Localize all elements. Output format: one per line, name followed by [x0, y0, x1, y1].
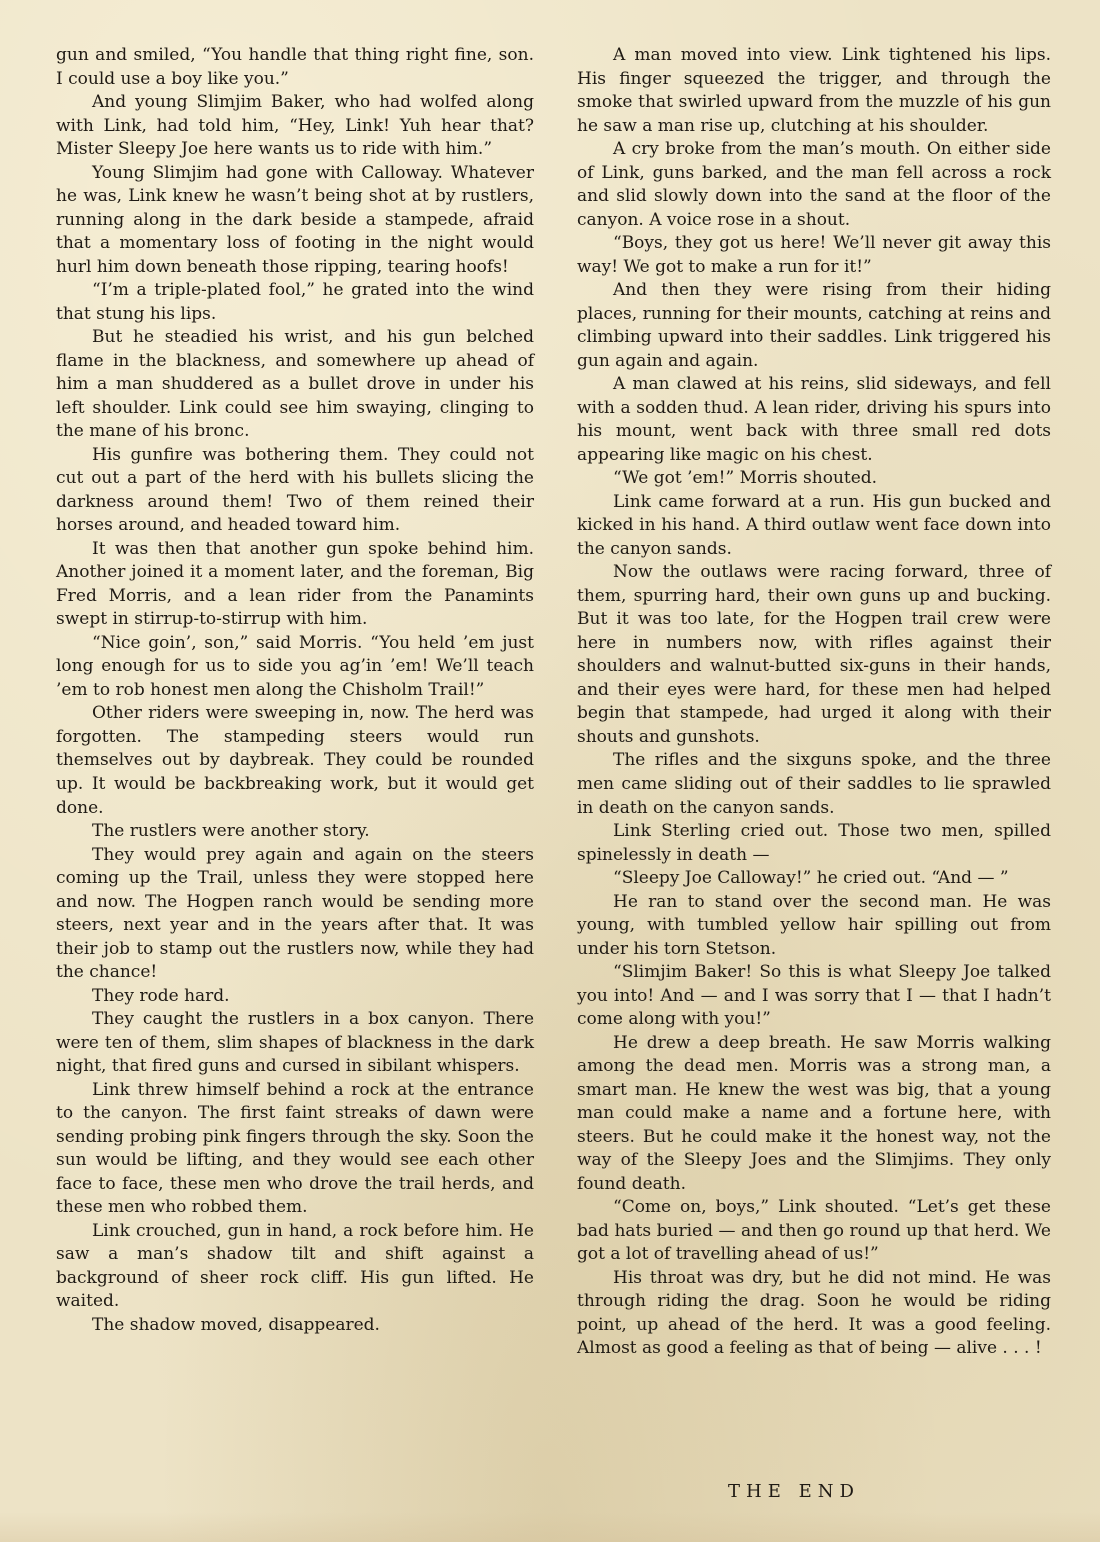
- paragraph: Link crouched, gun in hand, a rock before him. He saw a man’s shadow tilt and shift against a background of sheer rock cliff. His gun lifted. He waited.: [56, 1220, 534, 1312]
- paragraph: gun and smiled, “You handle that thing right fine, son. I could use a boy like you.”: [56, 45, 534, 89]
- paragraph: Now the outlaws were racing forward, three of them, spurring hard, their own guns up and bucking. But it was too late, for the Hogpen trail crew were here in numbers now, with rifles against their shoulders and walnut-butted six-guns in their hands, and their eyes were hard, for these men had helped begin that stampede, had urged it along with their shouts and gunshots.: [577, 562, 1051, 747]
- paragraph: The shadow moved, disappeared.: [92, 1314, 380, 1335]
- paragraph: A cry broke from the man’s mouth. On either side of Link, guns barked, and the man fell across a rock and slid slowly down into the sand at the floor of the canyon. A voice rose in a shout.: [577, 139, 1051, 230]
- paragraph: Link came forward at a run. His gun bucked and kicked in his hand. A third outlaw went face down into the canyon sands.: [577, 491, 1051, 559]
- paragraph: And young Slimjim Baker, who had wolfed along with Link, had told him, “Hey, Link! Yuh hear that? Mister Sleepy Joe here wants us to ride with him.”: [56, 92, 534, 160]
- page-edge-shading: [0, 1512, 1100, 1542]
- paragraph: A man moved into view. Link tightened his lips. His finger squeezed the trigger, and through the smoke that swirled upward from the muzzle of his gun he saw a man rise up, clutching at his shoulder.: [577, 45, 1051, 136]
- paragraph: Young Slimjim had gone with Calloway. Whatever he was, Link knew he wasn’t being shot at by rustlers, running along in the dark beside a stampede, afraid that a momentary loss of footing in the night would hurl him down beneath those ripping, tearing hoofs!: [56, 162, 534, 277]
- right-column: [577, 44, 1051, 1361]
- the-end-label: THE END: [728, 1481, 860, 1502]
- paragraph: They caught the rustlers in a box canyon. There were ten of them, slim shapes of blackness in the dark night, that fired guns and cursed in sibilant whispers.: [56, 1009, 534, 1077]
- paragraph: “We got ’em!” Morris shouted.: [613, 468, 878, 489]
- paragraph: Other riders were sweeping in, now. The herd was forgotten. The stampeding steers would run themselves out by daybreak. They could be rounded up. It would be backbreaking work, but it would get done.: [56, 703, 534, 818]
- paragraph: Link Sterling cried out. Those two men, spilled spinelessly in death —: [577, 821, 1051, 865]
- paragraph: The rustlers were another story.: [92, 821, 370, 842]
- paragraph: “Sleepy Joe Calloway!” he cried out. “And — ”: [613, 868, 1009, 889]
- paragraph: “Come on, boys,” Link shouted. “Let’s get these bad hats buried — and then go round up that herd. We got a lot of travelling ahead of us!”: [577, 1197, 1051, 1265]
- paragraph: A man clawed at his reins, slid sideways, and fell with a sodden thud. A lean rider, driving his spurs into his mount, went back with three small red dots appearing like magic on his chest.: [577, 374, 1051, 465]
- left-column: [56, 44, 534, 1337]
- paragraph: He drew a deep breath. He saw Morris walking among the dead men. Morris was a strong man, a smart man. He knew the west was big, that a young man could make a name and a fortune here, with steers. But he could make it the honest way, not the way of the Sleepy Joes and the Slimjims. They only found death.: [577, 1032, 1051, 1194]
- paragraph: He ran to stand over the second man. He was young, with tumbled yellow hair spilling out from under his torn Stetson.: [577, 891, 1051, 959]
- paragraph: His gunfire was bothering them. They could not cut out a part of the herd with his bullets slicing the darkness around them! Two of them reined their horses around, and headed toward him.: [56, 444, 534, 536]
- paragraph: They would prey again and again on the steers coming up the Trail, unless they were stopped here and now. The Hogpen ranch would be sending more steers, next year and in the years after that. It was their job to stamp out the rustlers now, while they had the chance!: [56, 844, 534, 983]
- paragraph: They rode hard.: [92, 985, 230, 1006]
- paragraph: The rifles and the sixguns spoke, and the three men came sliding out of their saddles to lie sprawled in death on the canyon sands.: [577, 750, 1051, 818]
- paragraph: It was then that another gun spoke behind him. Another joined it a moment later, and the foreman, Big Fred Morris, and a lean rider from the Panamints swept in stirrup-to-stirrup with him.: [56, 538, 534, 630]
- paragraph: “Nice goin’, son,” said Morris. “You held ’em just long enough for us to side you ag’in ’em! We’ll teach ’em to rob honest men along the Chisholm Trail!”: [56, 632, 534, 700]
- paragraph: “Boys, they got us here! We’ll never git away this way! We got to make a run for it!”: [577, 233, 1051, 277]
- paragraph: But he steadied his wrist, and his gun belched flame in the blackness, and somewhere up ahead of him a man shuddered as a bullet drove in under his left shoulder. Link could see him swaying, clinging to the mane of his bronc.: [56, 327, 534, 442]
- paragraph: “I’m a triple-plated fool,” he grated into the wind that stung his lips.: [56, 280, 534, 324]
- paragraph: Link threw himself behind a rock at the entrance to the canyon. The first faint streaks of dawn were sending probing pink fingers through the sky. Soon the sun would be lifting, and they would see each other face to face, these men who drove the trail herds, and these men who robbed them.: [56, 1079, 534, 1218]
- paragraph: And then they were rising from their hiding places, running for their mounts, catching at reins and climbing upward into their saddles. Link triggered his gun again and again.: [577, 280, 1051, 371]
- paragraph: His throat was dry, but he did not mind. He was through riding the drag. Soon he would be riding point, up ahead of the herd. It was a good feeling. Almost as good a feeling as that of being — alive . . . !: [577, 1267, 1051, 1359]
- paragraph: “Slimjim Baker! So this is what Sleepy Joe talked you into! And — and I was sorry that I — that I hadn’t come along with you!”: [577, 962, 1051, 1030]
